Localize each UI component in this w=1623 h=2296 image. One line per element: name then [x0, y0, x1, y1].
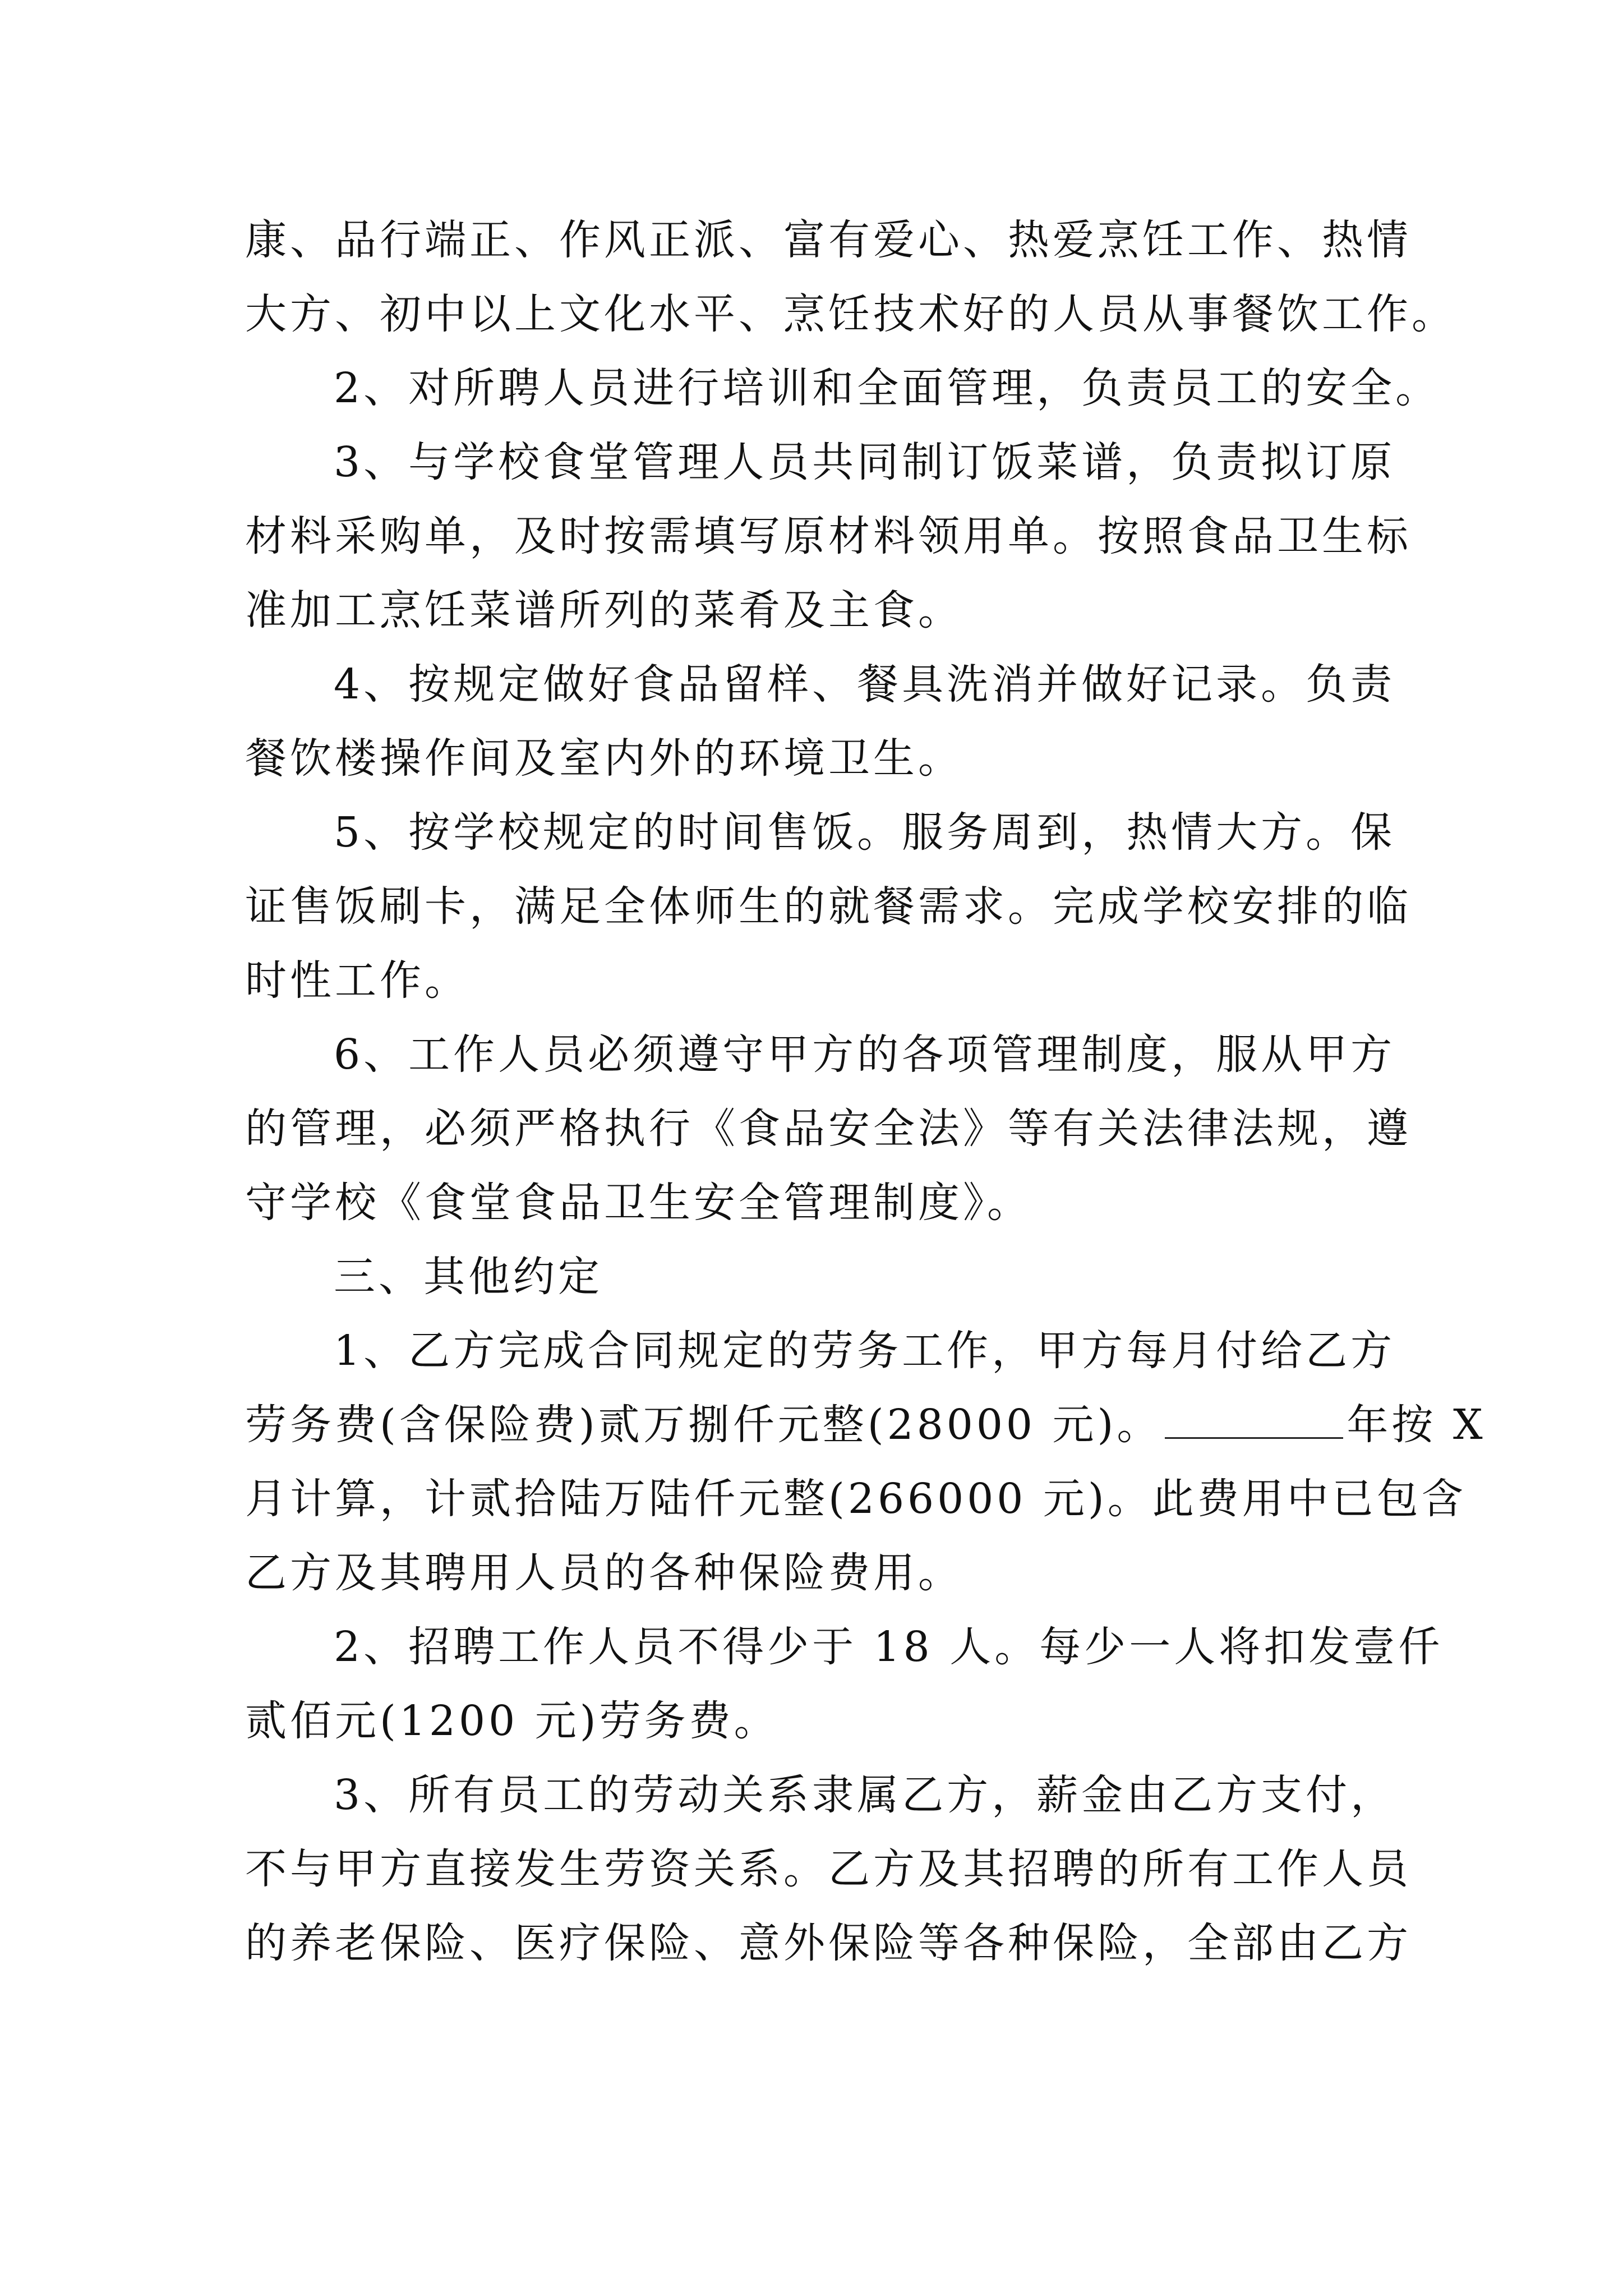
text-line: 的养老保险、医疗保险、意外保险等各种保险，全部由乙方	[245, 1919, 1412, 1967]
section-heading: 三、其他约定	[334, 1253, 603, 1301]
text-line: 证售饭刷卡，满足全体师生的就餐需求。完成学校安排的临	[245, 882, 1412, 931]
text-line: 准加工烹饪菜谱所列的菜肴及主食。	[245, 586, 963, 634]
text-segment: 年按 X	[1347, 1401, 1486, 1449]
text-line: 贰佰元(1200 元)劳务费。	[245, 1697, 779, 1745]
document-body	[245, 203, 1486, 1980]
paragraph-item-4: 4、按规定做好食品留样、餐具洗消并做好记录。负责	[334, 660, 1396, 708]
text-line: 乙方及其聘用人员的各种保险费用。	[245, 1549, 963, 1597]
text-line: 的管理，必须严格执行《食品安全法》等有关法律法规，遵	[245, 1105, 1412, 1153]
text-line: 时性工作。	[245, 956, 469, 1005]
text-line: 不与甲方直接发生劳资关系。乙方及其招聘的所有工作人员	[245, 1845, 1412, 1893]
paragraph-item-6: 6、工作人员必须遵守甲方的各项管理制度，服从甲方	[334, 1030, 1396, 1079]
text-line: 月计算，计贰拾陆万陆仟元整(266000 元)。此费用中已包含	[245, 1475, 1467, 1523]
text-line: 守学校《食堂食品卫生安全管理制度》。	[245, 1179, 1032, 1227]
fill-in-blank	[1165, 1388, 1343, 1439]
paragraph-item-3: 3、与学校食堂管理人员共同制订饭菜谱，负责拟订原	[334, 438, 1396, 486]
text-line: 材料采购单，及时按需填写原材料领用单。按照食品卫生标	[245, 512, 1412, 560]
text-segment: 劳务费(含保险费)贰万捌仟元整(28000 元)。	[245, 1401, 1162, 1449]
text-line: 餐饮楼操作间及室内外的环境卫生。	[245, 734, 963, 783]
paragraph-item-2: 2、对所聘人员进行培训和全面管理，负责员工的安全。	[334, 364, 1441, 412]
text-line: 大方、初中以上文化水平、烹饪技术好的人员从事餐饮工作。	[245, 290, 1456, 338]
paragraph-item-3: 3、所有员工的劳动关系隶属乙方，薪金由乙方支付，	[334, 1771, 1396, 1819]
paragraph-item-2: 2、招聘工作人员不得少于 18 人。每少一人将扣发壹仟	[334, 1623, 1444, 1671]
paragraph-item-1: 1、乙方完成合同规定的劳务工作，甲方每月付给乙方	[334, 1327, 1396, 1375]
text-line-with-blank	[245, 1388, 1486, 1462]
text-line: 康、品行端正、作风正派、富有爱心、热爱烹饪工作、热情	[245, 216, 1412, 264]
paragraph-item-5: 5、按学校规定的时间售饭。服务周到，热情大方。保	[334, 808, 1396, 857]
